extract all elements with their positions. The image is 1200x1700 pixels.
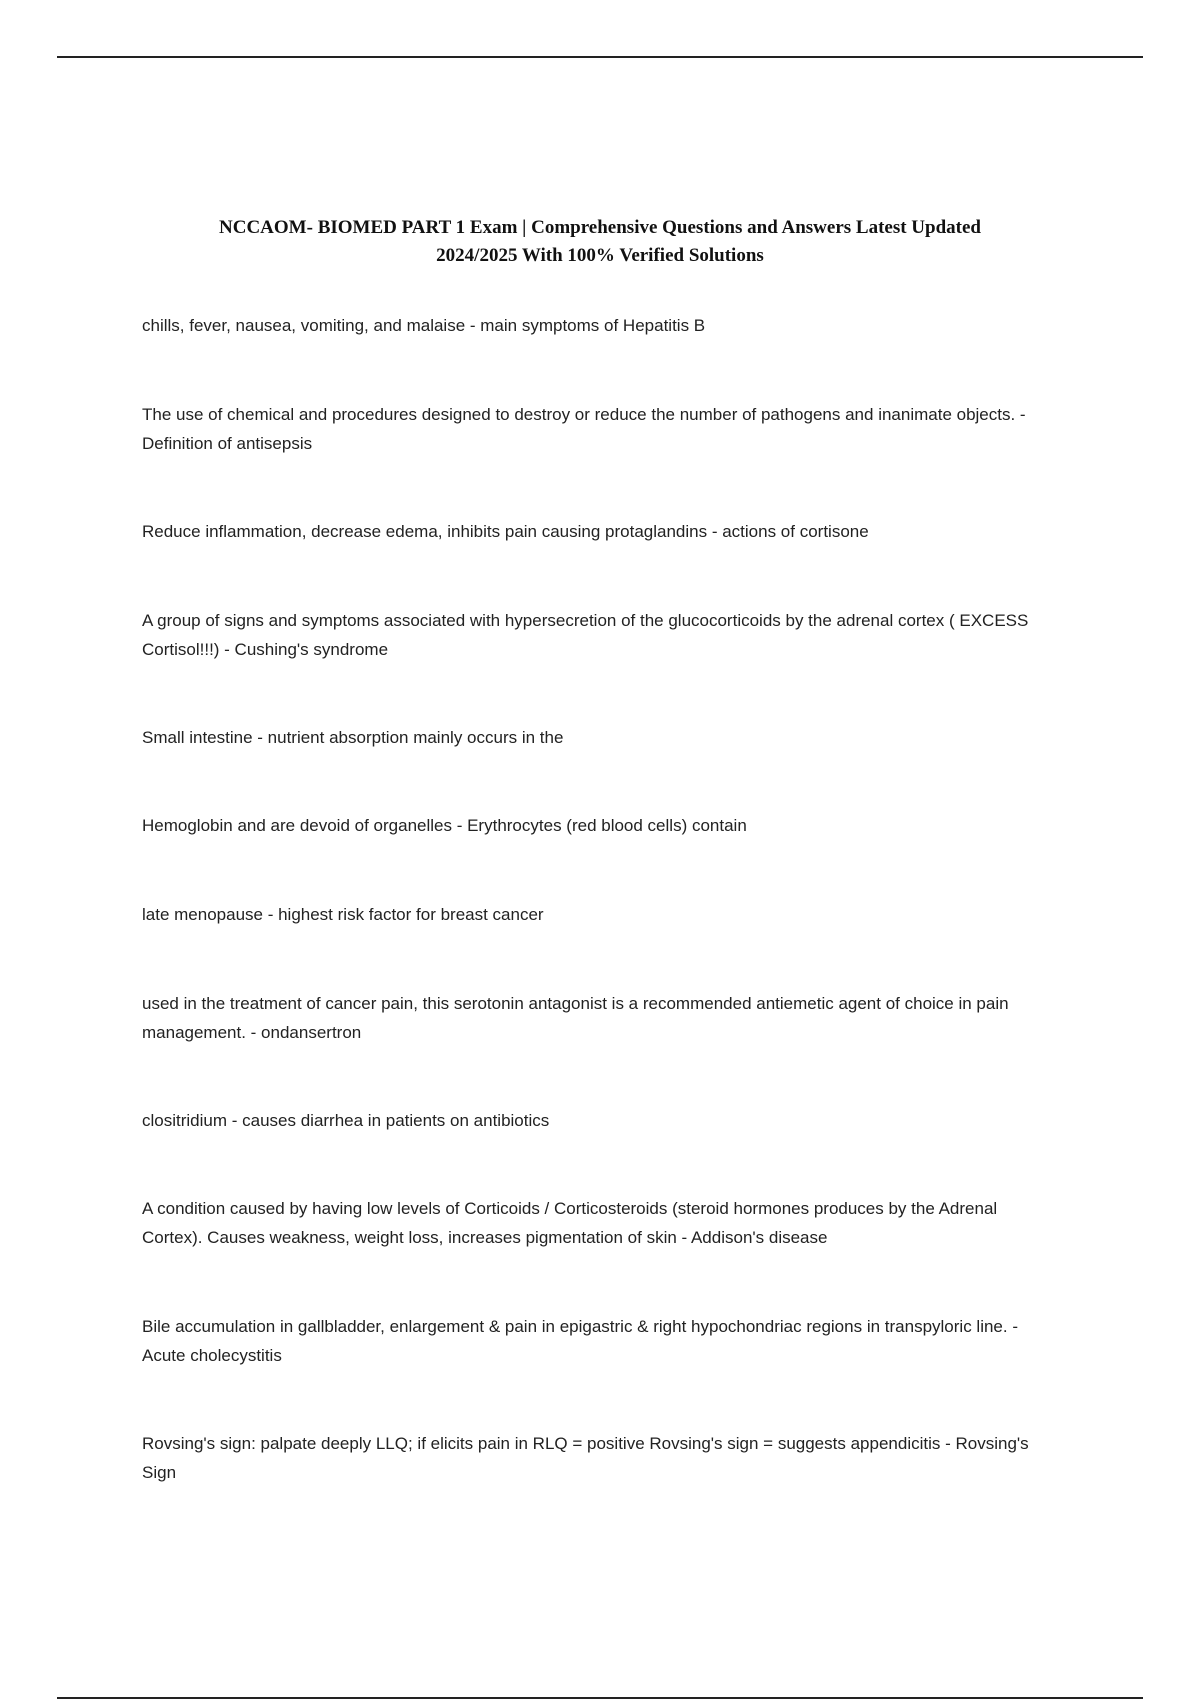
title-line-2: 2024/2025 With 100% Verified Solutions: [436, 245, 764, 266]
qa-item: Rovsing's sign: palpate deeply LLQ; if elicits pain in RLQ = positive Rovsing's sign = suggests appendicitis - Rovsing's Sign: [142, 1434, 1029, 1482]
qa-item: A condition caused by having low levels of Corticoids / Corticosteroids (steroid hormones produces by the Adrenal Cortex). Causes weakness, weight loss, increases pigmentation of skin - Addison's disease: [142, 1199, 998, 1247]
qa-item: The use of chemical and procedures designed to destroy or reduce the number of pathogens and inanimate objects. - Definition of antisepsis: [142, 405, 1026, 453]
qa-item: clositridium - causes diarrhea in patients on antibiotics: [142, 1111, 550, 1130]
qa-item: Small intestine - nutrient absorption mainly occurs in the: [142, 728, 564, 747]
qa-item: used in the treatment of cancer pain, this serotonin antagonist is a recommended antiemetic agent of choice in pain management. - ondansertron: [142, 994, 1009, 1042]
qa-item: late menopause - highest risk factor for breast cancer: [142, 905, 544, 924]
title-line-1: NCCAOM- BIOMED PART 1 Exam | Comprehensive Questions and Answers Latest Updated: [219, 217, 981, 238]
bottom-rule: [57, 1697, 1143, 1699]
qa-item: Hemoglobin and are devoid of organelles - Erythrocytes (red blood cells) contain: [142, 816, 747, 835]
qa-item: Reduce inflammation, decrease edema, inhibits pain causing protaglandins - actions of cortisone: [142, 522, 869, 541]
qa-item: A group of signs and symptoms associated with hypersecretion of the glucocorticoids by the adrenal cortex ( EXCESS Cortisol!!!) - Cushing's syndrome: [142, 611, 1029, 659]
document-title: [100, 214, 1100, 270]
qa-item: chills, fever, nausea, vomiting, and malaise - main symptoms of Hepatitis B: [142, 316, 706, 335]
top-rule: [57, 56, 1143, 58]
qa-item: Bile accumulation in gallbladder, enlargement & pain in epigastric & right hypochondriac regions in transpyloric line. - Acute cholecystitis: [142, 1317, 1018, 1365]
